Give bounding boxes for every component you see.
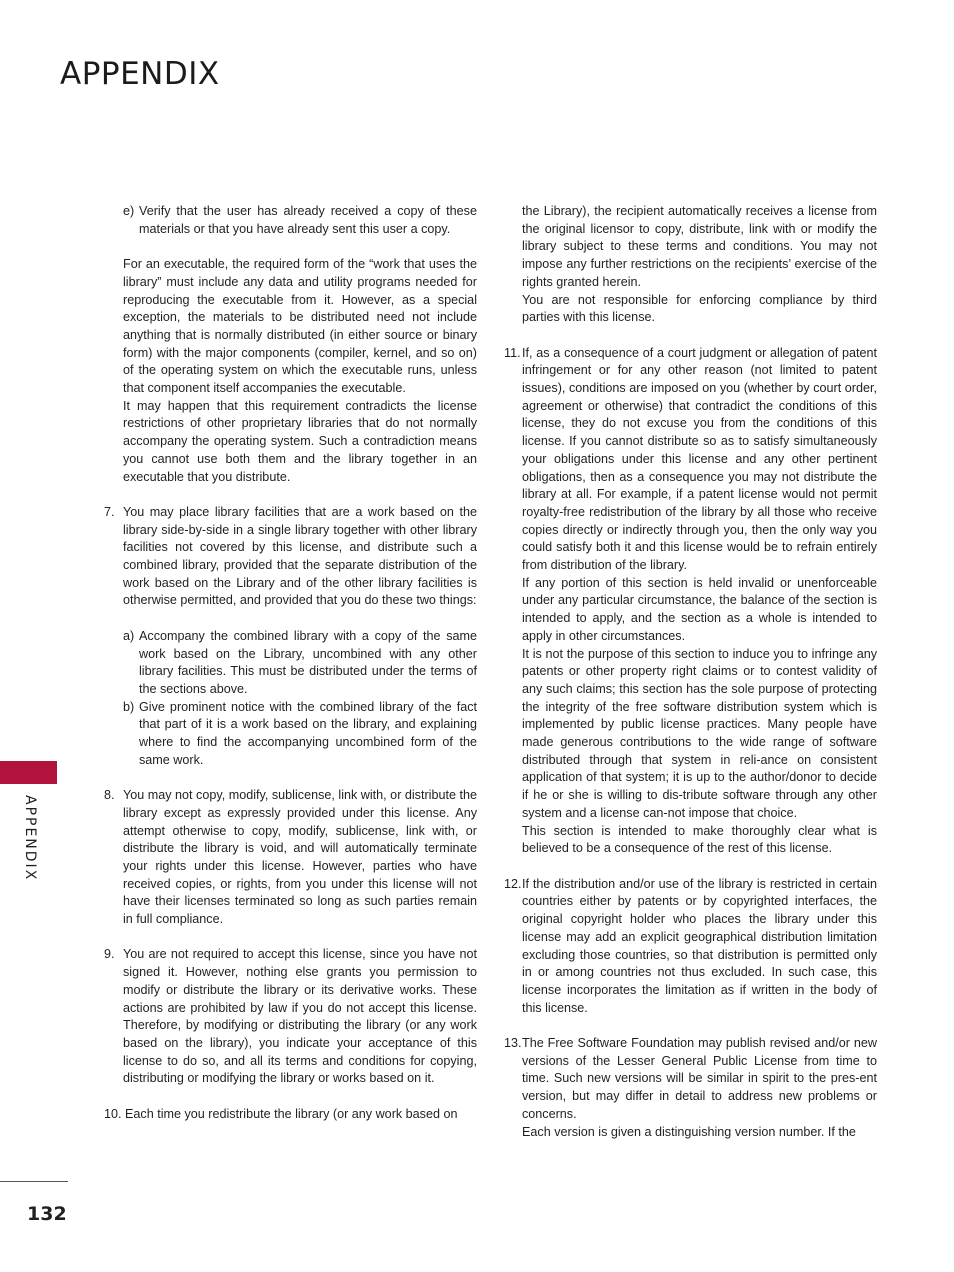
- list-item-7a: [104, 628, 477, 699]
- item-text: You are not required to accept this license, since you have not signed it. However, nothing else grants you permission to modify or distribute the library or its derivative works. These actions are prohibited by law if you do not accept this license. Therefore, by modifying or distributing the library (or any work based on the library), you indicate your acceptance of this license to do so, and all its terms and conditions for copying, distributing or modifying the library or works based on it.: [123, 947, 477, 1086]
- left-column: [104, 203, 477, 1123]
- item-text: If the distribution and/or use of the library is restricted in certain countries either by patents or by copyrighted interfaces, the original copyright holder who places the library under this license may add an explicit geographical distribution limitation excluding those countries, so that distribution is permitted only in or among countries not thus excluded. In such case, this license incorporates the limitation as if written in the body of this license.: [522, 876, 877, 1015]
- list-item-e: [104, 203, 477, 238]
- paragraph-clear-consequence: This section is intended to make thoroughly clear what is believed to be a consequence of the rest of this license.: [522, 823, 877, 856]
- list-item-13: [504, 1035, 877, 1124]
- item-number: 9.: [104, 947, 115, 962]
- item-text: You may not copy, modify, sublicense, link with, or distribute the library except as expressly provided under this license. Any attempt otherwise to copy, modify, sublicense, link with, or distribute the library is void, and will automatically terminate your rights under this license. However, parties who have received copies, or rights, from you under this license will not have their licenses terminated so long as such parties remain in full compliance.: [123, 788, 477, 927]
- list-item-8: [104, 787, 477, 929]
- section-tab-marker: [0, 761, 57, 784]
- list-item-11: [504, 345, 877, 575]
- item-text: The Free Software Foundation may publish revised and/or new versions of the Lesser General Public License from time to time. Such new versions will be similar in spirit to the pres-ent version, but may differ in detail to address new problems or concerns.: [522, 1036, 877, 1121]
- paragraph-third-parties: You are not responsible for enforcing compliance by third parties with this license.: [522, 292, 877, 325]
- item-number: 12.: [504, 876, 522, 891]
- item-text: If, as a consequence of a court judgment or allegation of patent infringement or for any other reason (not limited to patent issues), conditions are imposed on you (whether by court order, agreement or otherwise) that contradict the conditions of this license, they do not excuse you from the conditions of this license. If you cannot distribute so as to satisfy simultaneously your obligations under this license and any other pertinent obligations, then as a consequence you may not distribute the library at all. For example, if a patent license would not permit royalty-free redistribution of the library by all those who receive copies directly or indirectly through you, then the only way you could satisfy both it and this license would be to refrain entirely from distribution of the library.: [522, 345, 877, 573]
- item-text: Give prominent notice with the combined library of the fact that part of it is a work based on the library, and explaining where to find the accompanying uncombined form of the same work.: [139, 699, 477, 767]
- right-column: [504, 203, 877, 1141]
- paragraph-contradicts: It may happen that this requirement contradicts the license restrictions of other proprietary libraries that do not normally accompany the operating system. Such a contradiction means you cannot use both them and the library together in an executable that you distribute.: [123, 398, 477, 484]
- item-text: Accompany the combined library with a copy of the same work based on the Library, uncombined with any other library facilities. This must be distributed under the terms of the sections above.: [139, 628, 477, 696]
- paragraph-not-purpose: It is not the purpose of this section to induce you to infringe any patents or other property right claims or to contest validity of any such claims; this section has the sole purpose of protecting the integrity of the free software distribution system which is implemented by public license practices. Many people have made generous contributions to the wide range of software distributed through that system in reli-ance on consistent application of that system; it is up to the author/donor to decide if he or she is willing to dis-tribute software through any other system and a license can-not impose that choice.: [522, 646, 877, 820]
- item-number: e): [123, 204, 135, 218]
- list-item-7b: [104, 699, 477, 770]
- paragraph-invalid-portion: If any portion of this section is held invalid or unenforceable under any particular circumstance, the balance of the section is intended to apply, and the section as a whole is intended to apply in other circumstances.: [522, 575, 877, 643]
- paragraph-executable: For an executable, the required form of the “work that uses the library” must include any data and utility programs needed for reproducing the executable from it. However, as a special exception, the materials to be distributed need not include anything that is normally distributed (in either source or binary form) with the major components (compiler, kernel, and so on) of the operating system on which the executable runs, unless that component itself accompanies the executable.: [123, 257, 477, 396]
- item-number: b): [123, 699, 135, 714]
- list-item-12: [504, 876, 877, 1018]
- page-title: APPENDIX: [60, 56, 220, 92]
- footer-divider: [0, 1181, 68, 1182]
- item-number: 7.: [104, 504, 115, 519]
- item-text: Verify that the user has already received a copy of these materials or that you have already sent this user a copy.: [139, 204, 477, 236]
- item-number: 8.: [104, 788, 115, 803]
- item-number: 13.: [504, 1036, 522, 1050]
- item-number: a): [123, 628, 135, 643]
- paragraph-version-number: Each version is given a distinguishing version number. If the: [522, 1124, 856, 1139]
- page-number: 132: [27, 1203, 67, 1225]
- list-item-7: [104, 504, 477, 610]
- list-item-10-continued: the Library), the recipient automatically receives a license from the original licensor to copy, distribute, link with or modify the library subject to these terms and conditions. You may not impose any further restrictions on the recipients’ exercise of the rights granted herein.: [522, 204, 877, 289]
- item-number: 11.: [504, 345, 521, 360]
- item-text: You may place library facilities that are a work based on the library side-by-side in a single library together with other library facilities not covered by this license, and distribute such a combined library, provided that the separate distribution of the work based on the Library and of the other library facilities is otherwise permitted, and provided that you do these two things:: [123, 504, 477, 608]
- list-item-9: [104, 946, 477, 1088]
- list-item-10-start: 10. Each time you redistribute the library (or any work based on: [104, 1106, 458, 1121]
- section-side-label: APPENDIX: [22, 795, 38, 882]
